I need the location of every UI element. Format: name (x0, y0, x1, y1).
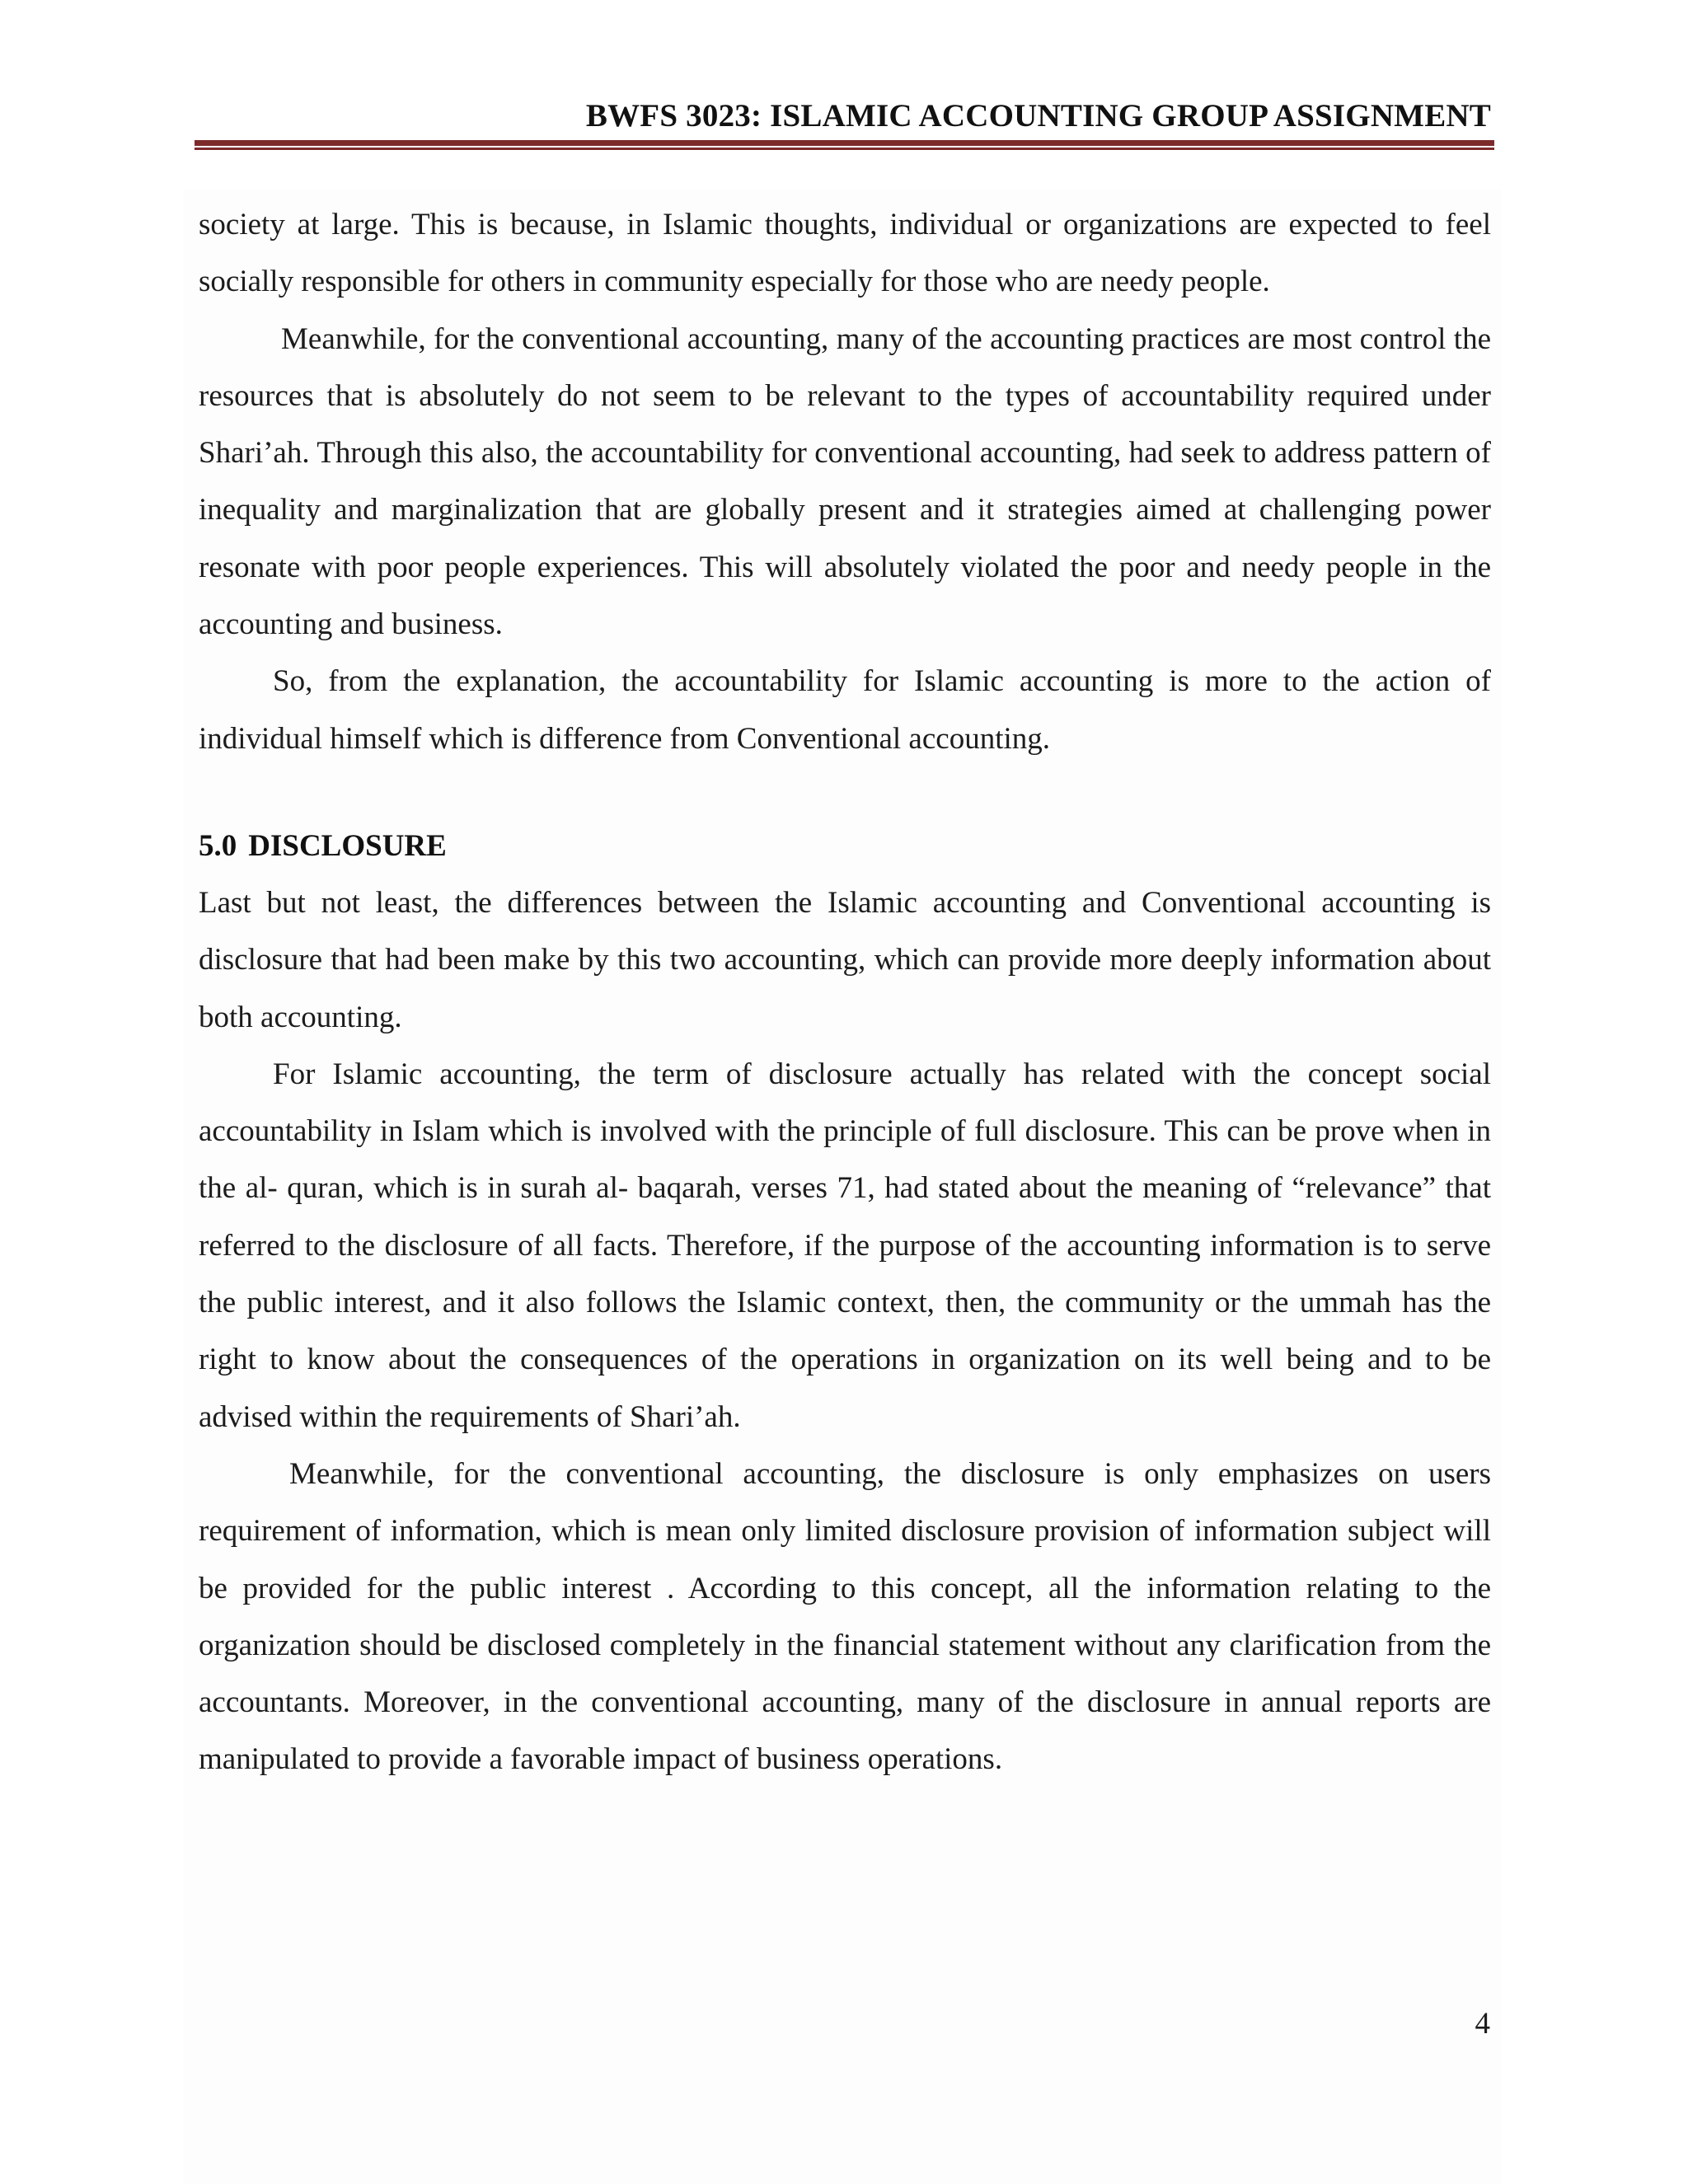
paragraph-disclosure-intro: Last but not least, the differences between the Islamic accounting and Conventional accounting is disclosure that had been make by this two accounting, which can provide more deeply information about both accounting. (199, 886, 1491, 1034)
paragraph-islamic-disclosure: For Islamic accounting, the term of disclosure actually has related with the concept social accountability in Islam which is involved with the principle of full disclosure. This can be prove when in the al- quran, which is in surah al- baqarah, verses 71, had stated about the meaning of “relevance” that referred to the disclosure of all facts. Therefore, if the purpose of the accounting information is to serve the public interest, and it also follows the Islamic context, then, the community or the ummah has the right to know about the consequences of the operations in organization on its well being and to be advised within the requirements of Shari’ah. (199, 1057, 1491, 1434)
paragraph-conventional-disclosure: Meanwhile, for the conventional accounting, the disclosure is only emphasizes on users requirement of information, which is mean only limited disclosure provision of information subject will be provided for the public interest . According to this concept, all the information relating to the organization should be disclosed completely in the financial statement without any clarification from the accountants. Moreover, in the conventional accounting, many of the disclosure in annual reports are manipulated to provide a favorable impact of business operations. (199, 1456, 1491, 1777)
paragraph-conventional-accountability: Meanwhile, for the conventional accounting, many of the accounting practices are most control the resources that is absolutely do not seem to be relevant to the types of accountability required under Shari’ah. Through this also, the accountability for conventional accounting, had seek to address pattern of inequality and marginalization that are globally present and it strategies aimed at challenging power resonate with poor people experiences. This will absolutely violated the poor and needy people in the accounting and business. (199, 321, 1491, 642)
body-text-section-accountability (199, 196, 1491, 767)
paragraph-accountability-conclusion: So, from the explanation, the accountability for Islamic accounting is more to the action of individual himself which is difference from Conventional accounting. (199, 664, 1491, 756)
section-heading-disclosure (199, 825, 447, 868)
header-rule-thin (195, 148, 1494, 150)
body-text-section-disclosure (199, 874, 1491, 1788)
running-header-title: BWFS 3023: ISLAMIC ACCOUNTING GROUP ASSIGNMENT (585, 98, 1491, 134)
page-number: 4 (1475, 2007, 1490, 2041)
section-number: 5.0 (199, 829, 237, 863)
header-rule-thick (195, 140, 1494, 146)
paragraph-continuation: society at large. This is because, in Islamic thoughts, individual or organizations are expected to feel socially responsible for others in community especially for those who are needy people. (199, 208, 1491, 299)
section-title: DISCLOSURE (248, 829, 447, 863)
